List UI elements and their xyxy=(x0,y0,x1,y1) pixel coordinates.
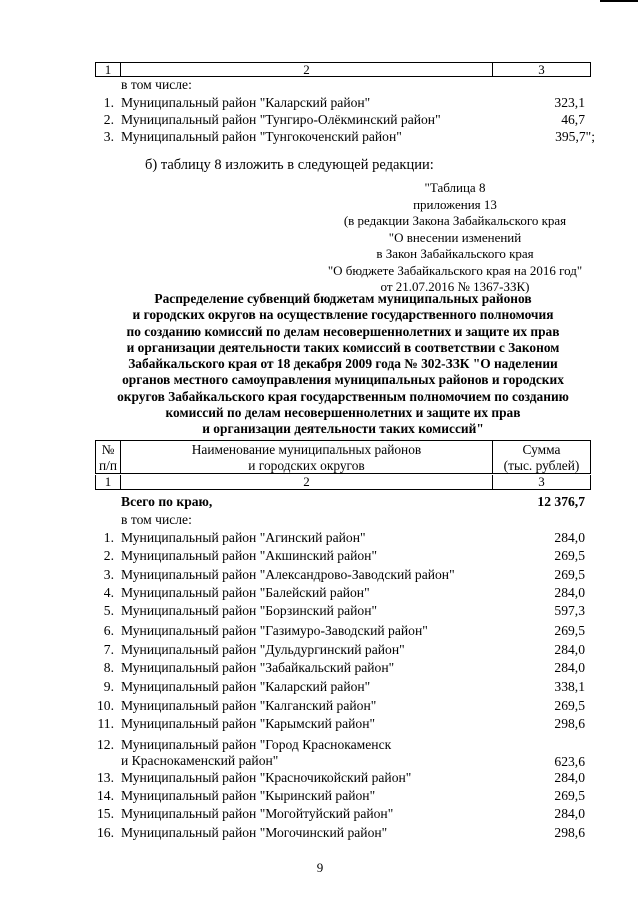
row-name: Муниципальный район "Борзинский район" xyxy=(121,603,378,618)
row-value: 284,0 xyxy=(554,660,585,675)
title-line: комиссий по делам несовершеннолетних и защите их прав xyxy=(165,405,521,421)
row-name: Муниципальный район "Каларский район" xyxy=(121,679,371,694)
top-incl-label: в том числе: xyxy=(121,77,192,92)
row-number: 8. xyxy=(103,660,114,675)
row-value: 269,5 xyxy=(554,567,585,582)
main-table-header xyxy=(95,440,591,474)
row-value: 269,5 xyxy=(554,788,585,803)
caption-line: от 21.07.2016 № 1367-ЗЗК) xyxy=(380,279,530,294)
row-value: 298,6 xyxy=(554,716,585,731)
total-value: 12 376,7 xyxy=(537,494,585,509)
row-name: Муниципальный район "Забайкальский район" xyxy=(121,660,395,675)
row-number: 13. xyxy=(97,770,114,785)
row-number: 9. xyxy=(103,679,114,694)
document-title xyxy=(96,291,590,438)
header-text: № xyxy=(101,442,115,457)
row-value: 284,0 xyxy=(554,806,585,821)
row-number: 5. xyxy=(103,603,114,618)
title-line: и организации деятельности таких комиссий в соответствии с Законом xyxy=(126,339,560,355)
main-table-index-row xyxy=(95,475,591,490)
top-header-col1: 1 xyxy=(96,63,121,76)
title-line: по созданию комиссий по делам несовершеннолетних и защите их прав xyxy=(126,323,560,339)
title-line: Забайкальского края от 18 декабря 2009 года № 302-ЗЗК "О наделении xyxy=(128,356,558,372)
amendment-text: б) таблицу 8 изложить в следующей редакции: xyxy=(145,157,434,173)
row-name: Муниципальный район "Могойтуйский район" xyxy=(121,806,394,821)
row-number: 11. xyxy=(97,716,114,731)
title-line: Распределение субвенций бюджетам муниципальных районов xyxy=(154,291,532,306)
row-number: 1. xyxy=(103,530,114,545)
row-name: Муниципальный район "Калганский район" xyxy=(121,698,377,713)
row-number: 16. xyxy=(97,825,114,840)
row-value: 269,5 xyxy=(554,548,585,563)
header-text: и городских округов xyxy=(248,458,365,473)
row-value: 338,1 xyxy=(554,679,585,694)
header-text: п/п xyxy=(98,458,118,473)
row-value: 284,0 xyxy=(554,770,585,785)
top-table-header xyxy=(95,62,591,77)
row-value: 269,5 xyxy=(554,623,585,638)
index-col3: 3 xyxy=(538,474,545,489)
row-number: 10. xyxy=(97,698,114,713)
title-line: и городских округов на осуществление государственного полномочия xyxy=(132,307,554,323)
header-sum-col xyxy=(493,441,590,473)
title-line: и организации деятельности таких комиссий" xyxy=(202,421,484,437)
row-number: 12. xyxy=(97,737,114,752)
row-name: Муниципальный район "Тунгокоченский район" xyxy=(121,129,402,144)
corner-mark xyxy=(600,0,638,2)
caption-line: "Таблица 8 xyxy=(424,180,486,195)
row-number: 1. xyxy=(103,95,114,110)
row-value: 597,3 xyxy=(554,603,585,618)
row-name: Муниципальный район "Каларский район" xyxy=(121,95,371,110)
row-name: Муниципальный район "Город Краснокаменск xyxy=(121,737,392,752)
row-number: 15. xyxy=(97,806,114,821)
row-name: Муниципальный район "Могочинский район" xyxy=(121,825,388,840)
caption-line: "О внесении изменений xyxy=(388,229,522,245)
row-name: Муниципальный район "Кыринский район" xyxy=(121,788,376,803)
top-header-col3: 3 xyxy=(538,62,545,77)
title-line: округов Забайкальского края государственным полномочием по созданию xyxy=(117,388,569,404)
row-value: 269,5 xyxy=(554,698,585,713)
row-name: Муниципальный район "Акшинский район" xyxy=(121,548,378,563)
row-value: 284,0 xyxy=(554,585,585,600)
row-name: Муниципальный район "Красночикойский район" xyxy=(121,770,412,785)
header-text: Сумма xyxy=(522,442,561,457)
row-value: 284,0 xyxy=(554,530,585,545)
header-number-col xyxy=(96,441,121,473)
row-number: 6. xyxy=(103,623,114,638)
row-number: 14. xyxy=(97,788,114,803)
row-name: Муниципальный район "Дульдургинский район" xyxy=(121,642,405,657)
row-value: 323,1 xyxy=(554,95,585,110)
row-name: Муниципальный район "Балейский район" xyxy=(121,585,370,600)
row-value: 46,7 xyxy=(561,112,585,127)
caption-line: приложения 13 xyxy=(413,196,497,212)
top-header-col2: 2 xyxy=(121,63,493,76)
row-number: 7. xyxy=(103,642,114,657)
row-name-continued: и Краснокаменский район" xyxy=(121,753,279,768)
table-caption xyxy=(300,180,610,296)
index-col1: 1 xyxy=(96,475,121,489)
index-col2: 2 xyxy=(121,475,493,489)
row-name: Муниципальный район "Агинский район" xyxy=(121,530,366,545)
title-line: органов местного самоуправления муниципальных районов и городских xyxy=(122,372,564,388)
row-name: Муниципальный район "Газимуро-Заводский район" xyxy=(121,623,428,638)
row-number: 2. xyxy=(103,112,114,127)
header-text: (тыс. рублей) xyxy=(503,458,580,473)
row-name: Муниципальный район "Карымский район" xyxy=(121,716,376,731)
page-number: 9 xyxy=(316,860,324,875)
caption-line: "О бюджете Забайкальского края на 2016 год" xyxy=(327,262,583,278)
caption-line: в Закон Забайкальского края xyxy=(376,246,534,261)
row-number: 3. xyxy=(103,129,114,144)
row-value: 298,6 xyxy=(554,825,585,840)
incl-label: в том числе: xyxy=(121,512,192,527)
row-number: 2. xyxy=(103,548,114,563)
row-name: Муниципальный район "Александрово-Заводский район" xyxy=(121,567,455,582)
row-value: 284,0 xyxy=(554,642,585,657)
row-number: 3. xyxy=(103,567,114,582)
header-text: Наименование муниципальных районов xyxy=(191,442,422,457)
row-value: 395,7"; xyxy=(555,129,595,144)
caption-line: (в редакции Закона Забайкальского края xyxy=(343,213,567,228)
total-label: Всего по краю, xyxy=(121,494,213,509)
row-number: 4. xyxy=(103,585,114,600)
row-name: Муниципальный район "Тунгиро-Олёкминский район" xyxy=(121,112,441,127)
header-name-col xyxy=(121,441,493,473)
row-value: 623,6 xyxy=(554,754,585,769)
